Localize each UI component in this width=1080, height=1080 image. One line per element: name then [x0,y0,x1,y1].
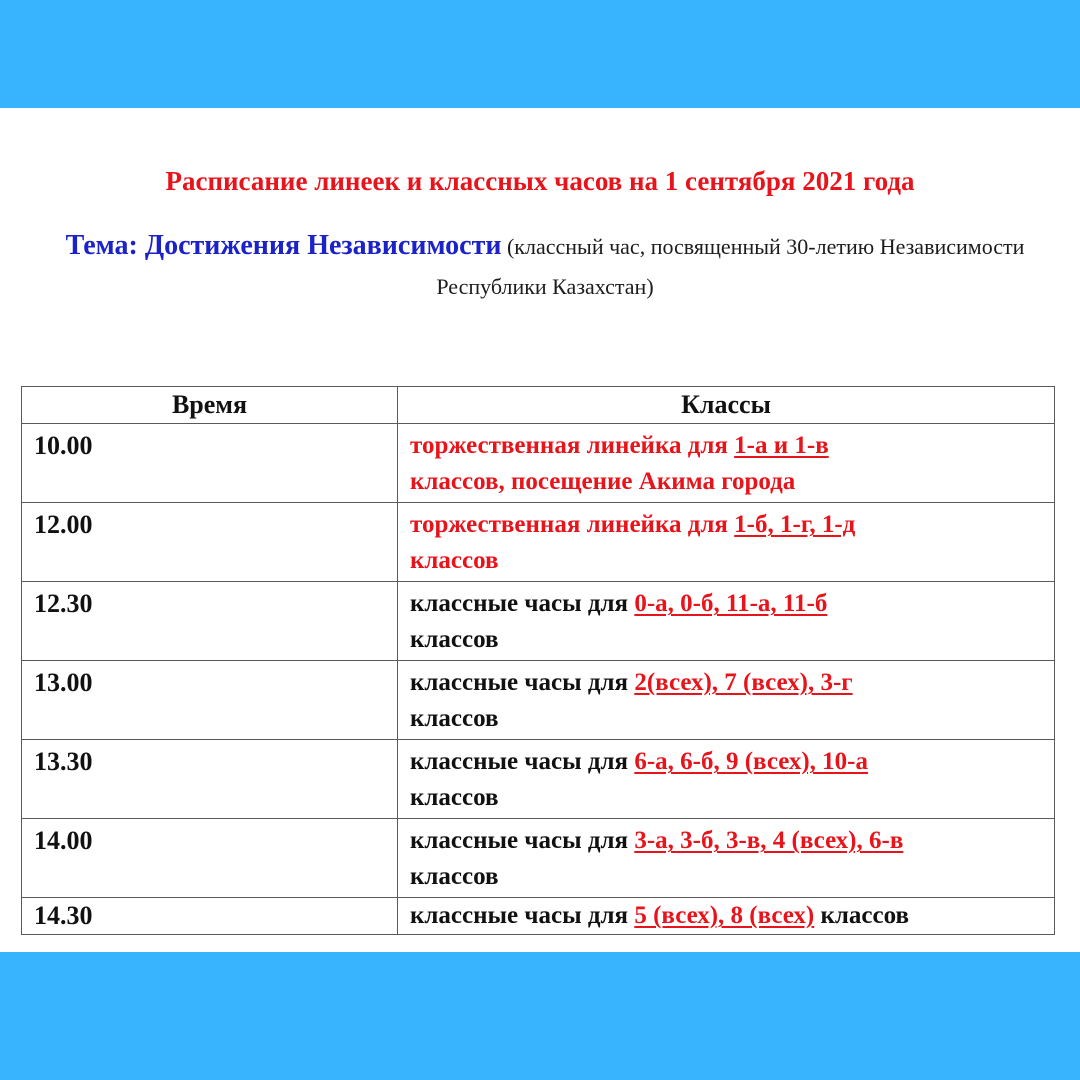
row-time: 13.30 [22,740,398,819]
row-tail: классов [814,902,909,929]
row-classes: 6-а, 6-б, 9 (всех), 10-а [634,748,868,775]
table-row [22,661,1055,740]
row-lead: торжественная линейка для [410,432,735,459]
row-time: 14.30 [22,898,398,935]
header-classes: Классы [398,387,1055,424]
row-description [398,898,1055,935]
bottom-blue-band [0,952,1080,1080]
row-time: 12.00 [22,503,398,582]
row-tail: классов [410,863,499,890]
schedule-table [21,386,1055,935]
row-time: 13.00 [22,661,398,740]
row-lead: классные часы для [410,902,635,929]
row-lead: классные часы для [410,748,635,775]
table-row [22,503,1055,582]
row-tail: классов, посещение Акима города [410,468,796,495]
row-time: 10.00 [22,424,398,503]
row-description [398,582,1055,661]
table-row [22,740,1055,819]
table-row [22,819,1055,898]
row-lead: торжественная линейка для [410,511,735,538]
top-blue-band [0,0,1080,108]
row-classes: 3-а, 3-б, 3-в, 4 (всех), 6-в [634,827,904,854]
row-tail: классов [410,547,499,574]
row-time: 12.30 [22,582,398,661]
row-classes: 2(всех), 7 (всех), 3-г [634,669,853,696]
document-subtitle [60,226,1030,307]
row-description [398,424,1055,503]
topic-heading: Тема: Достижения Независимости [65,230,502,261]
row-tail: классов [410,705,499,732]
row-lead: классные часы для [410,669,635,696]
row-lead: классные часы для [410,590,635,617]
row-classes: 0-а, 0-б, 11-а, 11-б [634,590,828,617]
row-description [398,740,1055,819]
row-tail: классов [410,784,499,811]
row-description [398,819,1055,898]
row-description [398,661,1055,740]
table-row [22,898,1055,935]
table-row [22,582,1055,661]
schedule-document [0,108,1080,952]
row-time: 14.00 [22,819,398,898]
row-classes: 1-а и 1-в [734,432,829,459]
row-description [398,503,1055,582]
row-lead: классные часы для [410,827,635,854]
document-title: Расписание линеек и классных часов на 1 сентября 2021 года [165,166,915,196]
row-classes: 5 (всех), 8 (всех) [634,902,815,929]
table-row [22,424,1055,503]
row-tail: классов [410,626,499,653]
header-time: Время [22,387,398,424]
table-header-row [22,387,1055,424]
topic-note: (классный час, посвященный 30-летию Независимости Республики Казахстан) [436,234,1025,299]
row-classes: 1-б, 1-г, 1-д [734,511,856,538]
